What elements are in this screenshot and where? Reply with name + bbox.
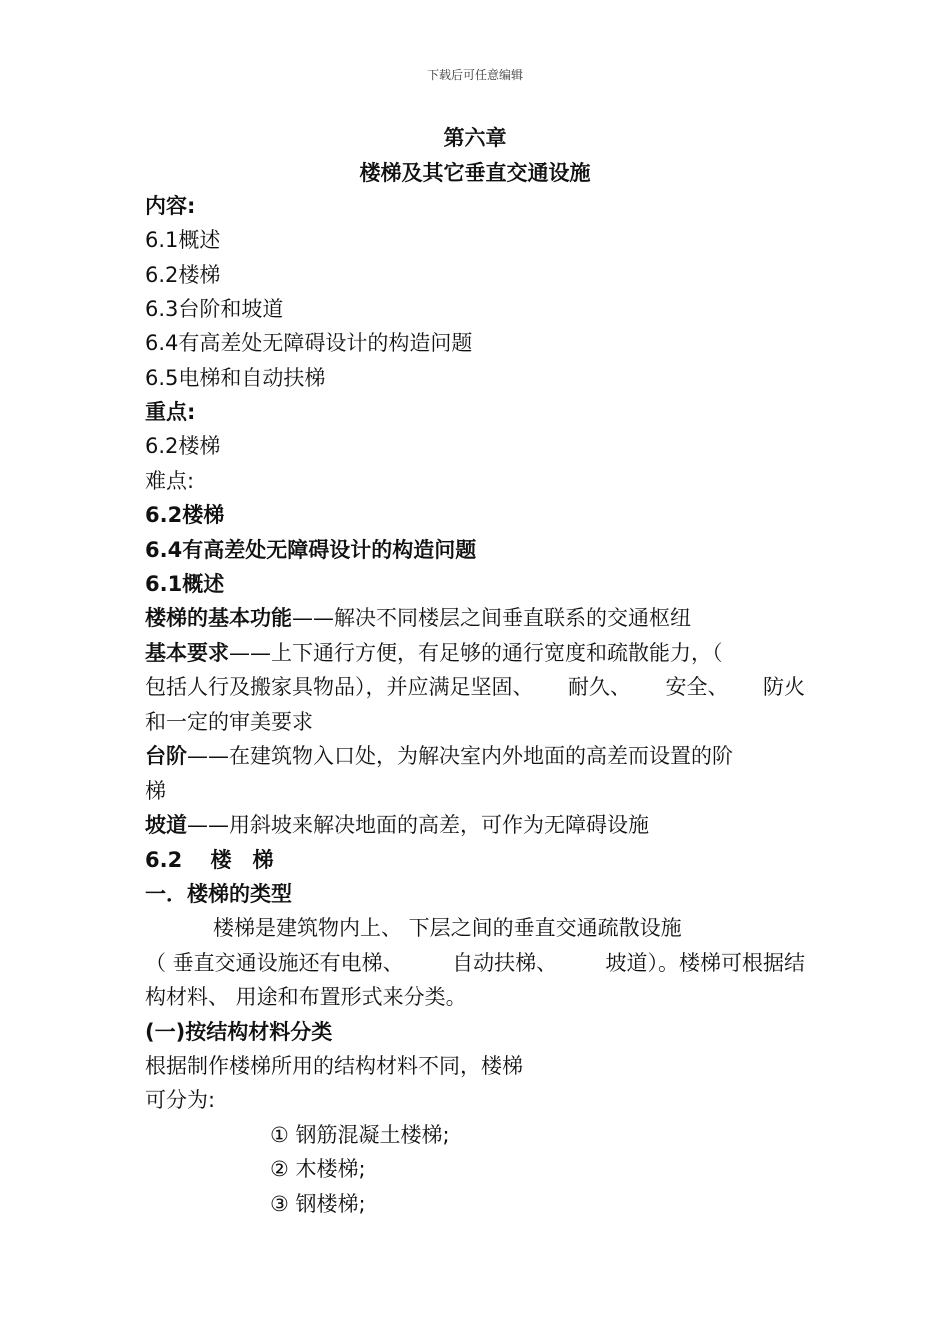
- section-heading: 6.2 楼 梯: [145, 848, 274, 872]
- contents-item: 6.3台阶和坡道: [145, 297, 284, 321]
- definition-function: [145, 603, 691, 633]
- list-item: ③ 钢楼梯;: [270, 1192, 366, 1216]
- definition-requirements-line3: 和一定的审美要求: [145, 710, 313, 734]
- paragraph-line: 构材料、 用途和布置形式来分类。: [145, 985, 467, 1009]
- paragraph-line: 可分为:: [145, 1088, 216, 1112]
- text-fragment: （ 垂直交通设施还有电梯、: [145, 951, 404, 975]
- difficult-item: 6.4有高差处无障碍设计的构造问题: [145, 538, 477, 562]
- definition-text: ——上下通行方便，有足够的通行宽度和疏散能力，（: [229, 641, 723, 665]
- definition-text: ——在建筑物入口处，为解决室内外地面的高差而设置的阶: [187, 744, 733, 768]
- subsection-heading: 一．楼梯的类型: [145, 882, 292, 906]
- list-item: ① 钢筋混凝土楼梯;: [270, 1123, 450, 1147]
- paragraph-line: 楼梯是建筑物内上、 下层之间的垂直交通疏散设施: [213, 916, 682, 940]
- subsection-heading: (一)按结构材料分类: [145, 1020, 333, 1044]
- text-fragment: 安全、: [665, 675, 729, 699]
- contents-label: 内容:: [145, 194, 196, 218]
- contents-item: 6.4有高差处无障碍设计的构造问题: [145, 331, 473, 355]
- contents-item: 6.2楼梯: [145, 263, 221, 287]
- text-fragment: 包括人行及搬家具物品），并应满足坚固、: [145, 675, 534, 699]
- paragraph-line: [145, 948, 805, 978]
- difficult-item: 6.2楼梯: [145, 503, 225, 527]
- text-fragment: 坡道）。楼梯可根据结: [605, 951, 805, 975]
- chapter-title: 楼梯及其它垂直交通设施: [359, 161, 591, 185]
- contents-item: 6.5电梯和自动扶梯: [145, 366, 326, 390]
- paragraph-line: 根据制作楼梯所用的结构材料不同，楼梯: [145, 1054, 523, 1078]
- key-item: 6.2楼梯: [145, 434, 221, 458]
- definition-requirements-line2: [145, 672, 805, 702]
- text-fragment: 耐久、: [568, 675, 631, 699]
- definition-term: 基本要求: [145, 641, 229, 665]
- chapter-number: 第六章: [443, 126, 507, 150]
- definition-steps: [145, 741, 733, 771]
- definition-term: 楼梯的基本功能: [145, 606, 292, 630]
- text-fragment: 防火: [763, 675, 805, 699]
- section-heading: 6.1概述: [145, 572, 225, 596]
- page-header: 下载后可任意编辑: [426, 68, 523, 82]
- key-label: 重点:: [145, 400, 196, 424]
- list-item: ② 木楼梯;: [270, 1157, 366, 1181]
- definition-text: ——解决不同楼层之间垂直联系的交通枢纽: [292, 606, 691, 630]
- definition-ramp: [145, 810, 649, 840]
- difficult-label: 难点:: [145, 469, 195, 493]
- definition-term: 坡道: [145, 813, 187, 837]
- definition-steps-line2: 梯: [145, 779, 166, 803]
- definition-term: 台阶: [145, 744, 187, 768]
- definition-text: ——用斜坡来解决地面的高差，可作为无障碍设施: [187, 813, 649, 837]
- text-fragment: 自动扶梯、: [452, 951, 558, 975]
- contents-item: 6.1概述: [145, 228, 221, 252]
- definition-requirements: [145, 638, 723, 668]
